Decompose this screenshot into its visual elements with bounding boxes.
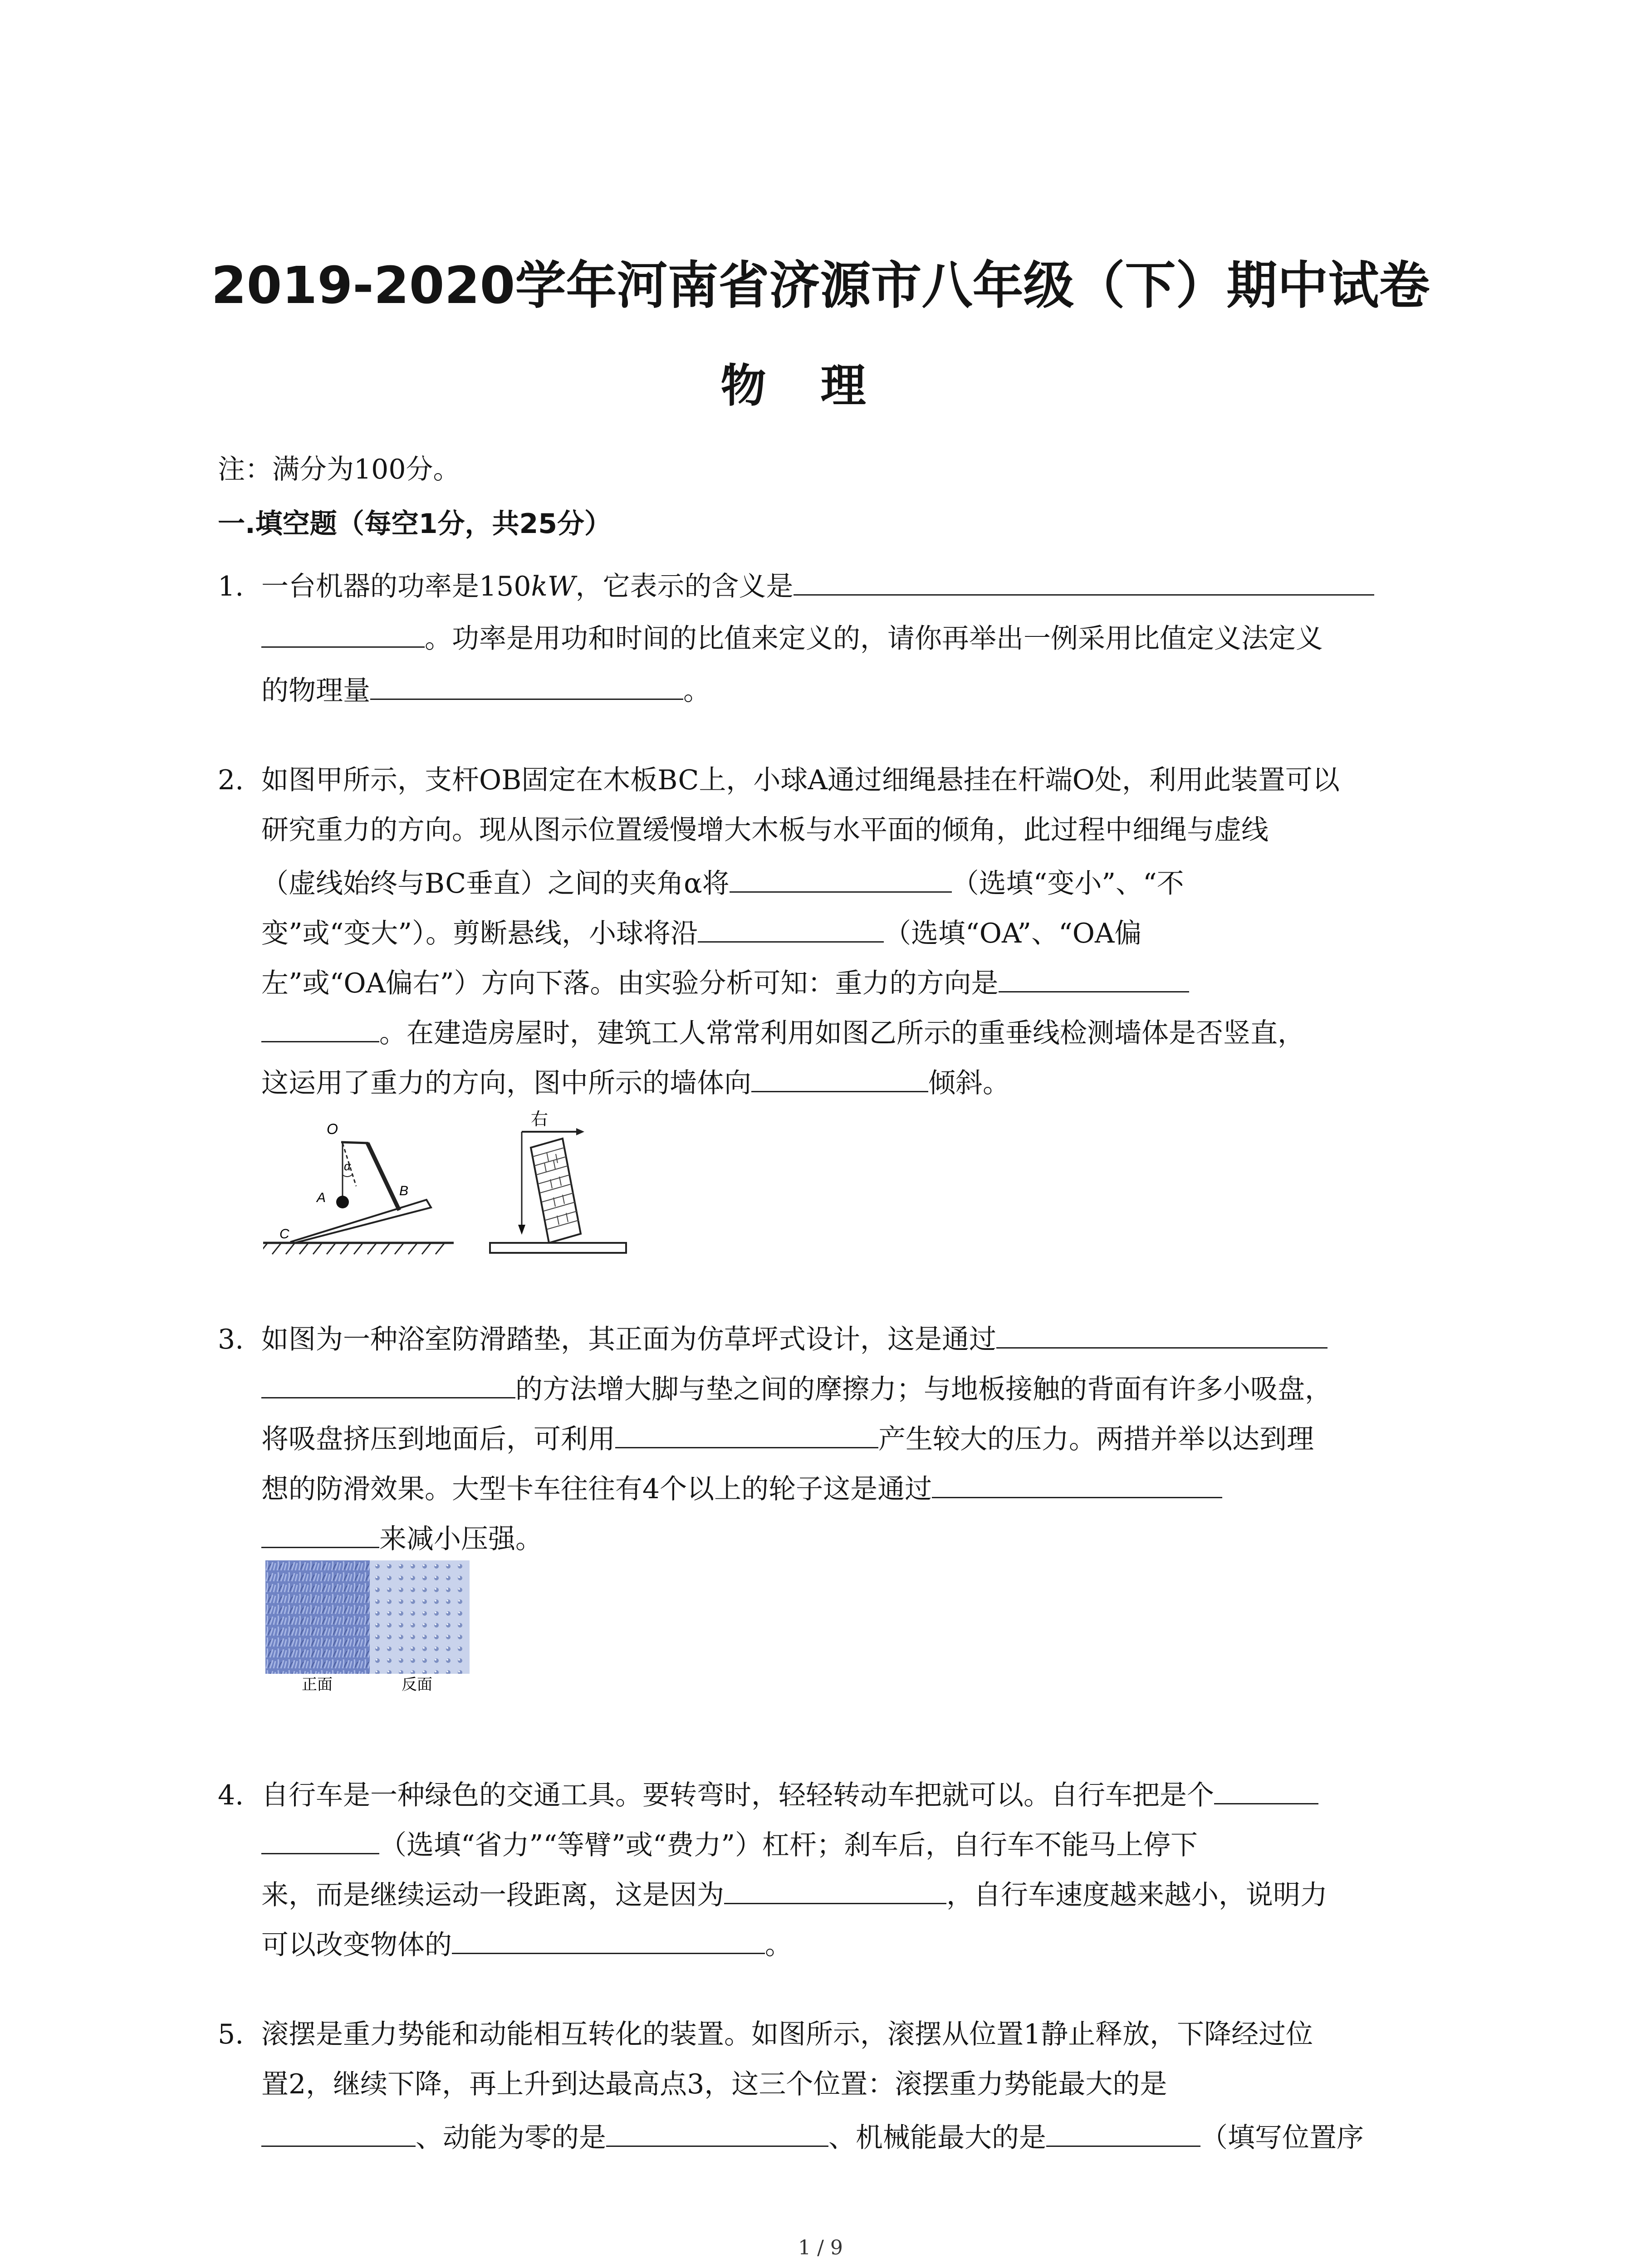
question-number: 3.: [218, 1324, 244, 1355]
question-4-line-1: 4. 自行车是一种绿色的交通工具。要转弯时，轻轻转动车把就可以。自行车把是个: [218, 1771, 1318, 1816]
figure-bath-mat-photo: [265, 1560, 470, 1692]
rod-top-arm: [341, 1142, 368, 1143]
figure-support-rod-diagram: [263, 1107, 454, 1261]
figure-plumb-line-wall: [485, 1107, 631, 1256]
answer-blank[interactable]: [932, 1465, 1222, 1498]
question-4-line-2: （选填“省力”“等臂”或“费力”）杠杆；刹车后，自行车不能马上停下: [261, 1821, 1198, 1866]
question-2-line-7: 这运用了重力的方向，图中所示的墙体向 倾斜。: [261, 1059, 1010, 1104]
question-5-line-2: 置2，继续下降，再上升到达最高点3，这三个位置：滚摆重力势能最大的是: [261, 2068, 1167, 2100]
answer-blank[interactable]: [698, 909, 884, 943]
question-number: 1.: [218, 571, 244, 602]
answer-blank[interactable]: [261, 1009, 379, 1042]
mat-front-surface: [265, 1560, 370, 1674]
answer-blank[interactable]: [261, 1821, 379, 1854]
section-heading: 一.填空题（每空1分，共25分）: [218, 508, 612, 540]
question-2-line-5: 左”或“OA偏右”）方向下落。由实验分析可知：重力的方向是: [261, 959, 1189, 1004]
question-2-line-3: （虚线始终与BC垂直）之间的夹角α将 （选填“变小”、“不: [261, 860, 1184, 904]
label-right: 右: [531, 1110, 549, 1129]
answer-blank[interactable]: [1214, 1771, 1318, 1804]
wooden-board: [290, 1200, 431, 1243]
question-3-line-5: 来减小压强。: [261, 1515, 543, 1559]
question-3-line-4: 想的防滑效果。大型卡车往往有4个以上的轮子这是通过: [261, 1465, 1222, 1510]
label-b: B: [399, 1183, 409, 1198]
label-a: A: [317, 1190, 326, 1205]
answer-blank[interactable]: [261, 2114, 416, 2147]
answer-blank[interactable]: [730, 860, 952, 893]
mat-back-surface: [370, 1560, 470, 1674]
label-c: C: [279, 1227, 289, 1242]
exam-title: 2019-2020学年河南省济源市八年级（下）期中试卷: [211, 256, 1430, 315]
subject-title: 物理: [720, 359, 921, 412]
angle-arc: [343, 1175, 352, 1177]
answer-blank[interactable]: [606, 2114, 828, 2147]
question-1-line-2: 。功率是用功和时间的比值来定义的，请你再举出一例采用比值定义法定义: [261, 615, 1323, 659]
caption-front: 正面: [302, 1676, 333, 1692]
answer-blank[interactable]: [751, 1059, 928, 1092]
question-3-line-1: 3. 如图为一种浴室防滑踏垫，其正面为仿草坪式设计，这是通过: [218, 1315, 1327, 1360]
answer-blank[interactable]: [261, 1365, 515, 1398]
label-o: O: [327, 1121, 338, 1137]
question-2-line-6: 。在建造房屋时，建筑工人常常利用如图乙所示的重垂线检测墙体是否竖直，: [261, 1009, 1305, 1054]
question-5-line-3: 、动能为零的是 、机械能最大的是 （填写位置序: [261, 2114, 1364, 2158]
answer-blank[interactable]: [261, 615, 425, 648]
answer-blank[interactable]: [724, 1871, 946, 1904]
question-5-line-1: 5. 滚摆是重力势能和动能相互转化的装置。如图所示，滚摆从位置1静止释放，下降经过位: [218, 2014, 1313, 2055]
ball: [336, 1196, 349, 1208]
answer-blank[interactable]: [615, 1415, 878, 1448]
answer-blank[interactable]: [261, 1515, 379, 1548]
question-2-line-2: 研究重力的方向。现从图示位置缓慢增大木板与水平面的倾角，此过程中细绳与虚线: [261, 814, 1269, 846]
answer-blank[interactable]: [794, 562, 1374, 596]
question-number: 2.: [218, 764, 244, 796]
question-number: 4.: [218, 1779, 244, 1811]
question-1-line-3: 的物理量 。: [261, 667, 710, 711]
question-3-line-3: 将吸盘挤压到地面后，可利用 产生较大的压力。两措并举以达到理: [261, 1415, 1314, 1460]
ground-hatching: [263, 1243, 445, 1254]
question-4-line-3: 来，而是继续运动一段距离，这是因为 ，自行车速度越来越小，说明力: [261, 1871, 1327, 1916]
answer-blank[interactable]: [999, 959, 1189, 992]
question-2-line-4: 变”或“变大”）。剪断悬线，小球将沿 （选填“OA”、“OA偏: [261, 909, 1141, 954]
arrow-head: [576, 1128, 584, 1135]
question-2-line-1: 2. 如图甲所示，支杆OB固定在木板BC上，小球A通过细绳悬挂在杆端O处，利用此装置可以: [218, 760, 1340, 801]
question-1-line-1: 1. 一台机器的功率是150kW，它表示的含义是: [218, 562, 1374, 607]
wall-base: [490, 1243, 626, 1253]
question-3-line-2: 的方法增大脚与垫之间的摩擦力；与地板接触的背面有许多小吸盘，: [261, 1365, 1332, 1410]
answer-blank[interactable]: [452, 1921, 765, 1954]
label-alpha: α: [344, 1159, 351, 1173]
plumb-bob: [518, 1225, 525, 1235]
question-number: 5.: [218, 2019, 244, 2050]
score-note: 注：满分为100分。: [218, 454, 460, 485]
answer-blank[interactable]: [996, 1315, 1327, 1349]
page-number: 1 / 9: [798, 2236, 843, 2259]
answer-blank[interactable]: [1046, 2114, 1200, 2147]
answer-blank[interactable]: [370, 667, 683, 700]
caption-back: 反面: [402, 1676, 432, 1692]
question-4-line-4: 可以改变物体的 。: [261, 1921, 792, 1965]
support-rod: [367, 1143, 399, 1210]
